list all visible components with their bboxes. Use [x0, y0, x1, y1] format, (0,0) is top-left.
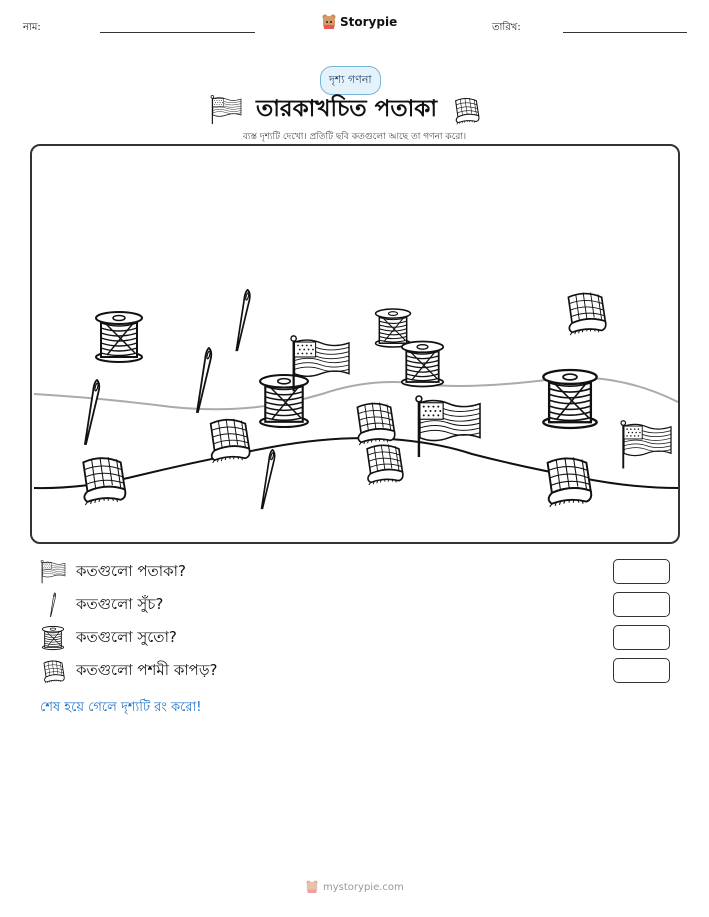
needle [85, 380, 99, 444]
flag-icon [210, 95, 242, 125]
answer-box-needle[interactable] [613, 592, 670, 617]
question-text: কতগুলো সুতো? [76, 627, 177, 646]
date-label: তারিখ: [492, 22, 521, 33]
counting-scene [30, 144, 680, 544]
wool-cloth [548, 457, 592, 507]
thread-spool [96, 312, 142, 362]
wool-cloth [83, 457, 125, 505]
question-row-flag [40, 559, 186, 585]
flag-icon [40, 560, 66, 584]
answer-box-thread[interactable] [613, 625, 670, 650]
thread-spool-icon [40, 625, 66, 651]
answer-box-wool[interactable] [613, 658, 670, 683]
page-title-row [210, 90, 481, 129]
page-title: তারকাখচিত পতাকা [256, 96, 438, 122]
needle [197, 348, 211, 412]
wool-cloth [568, 293, 605, 335]
brand-name: Storypie [340, 15, 398, 29]
wool-cloth-icon [451, 95, 481, 125]
answer-box-flag[interactable] [613, 559, 670, 584]
question-text: কতগুলো পশমী কাপড়? [76, 660, 218, 679]
wool-cloth-icon [40, 658, 66, 684]
thread-spool [402, 342, 443, 387]
coloring-prompt: শেষ হয়ে গেলে দৃশ্যটি রং করো! [40, 700, 202, 715]
name-line[interactable] [100, 32, 255, 33]
needle-icon [40, 592, 66, 618]
brand-logo [322, 14, 397, 30]
wool-cloth [211, 419, 250, 463]
question-row-needle [40, 592, 163, 618]
thread-spool [543, 370, 596, 428]
date-line[interactable] [563, 32, 687, 33]
question-row-wool [40, 658, 218, 684]
wool-cloth [367, 444, 403, 485]
flag [621, 421, 671, 469]
category-badge: দৃশ্য গণনা [320, 66, 381, 95]
scene-illustration [32, 146, 678, 542]
bear-icon [306, 880, 318, 894]
question-text: কতগুলো সুঁচ? [76, 594, 164, 613]
needle [262, 450, 275, 509]
footer-brand [306, 880, 404, 894]
question-row-thread [40, 625, 177, 651]
needle [236, 290, 249, 350]
question-text: কতগুলো পতাকা? [76, 561, 186, 580]
bear-icon [322, 14, 336, 30]
name-label: নাম: [23, 22, 41, 33]
wool-cloth [357, 403, 394, 445]
instructions: ব্যস্ত দৃশ্যটি দেখো। প্রতিটি ছবি কতগুলো আছে তা গণনা করো। [242, 132, 467, 142]
thread-spool [376, 309, 411, 347]
thread-spool [260, 375, 308, 427]
footer-url: mystorypie.com [323, 881, 404, 893]
